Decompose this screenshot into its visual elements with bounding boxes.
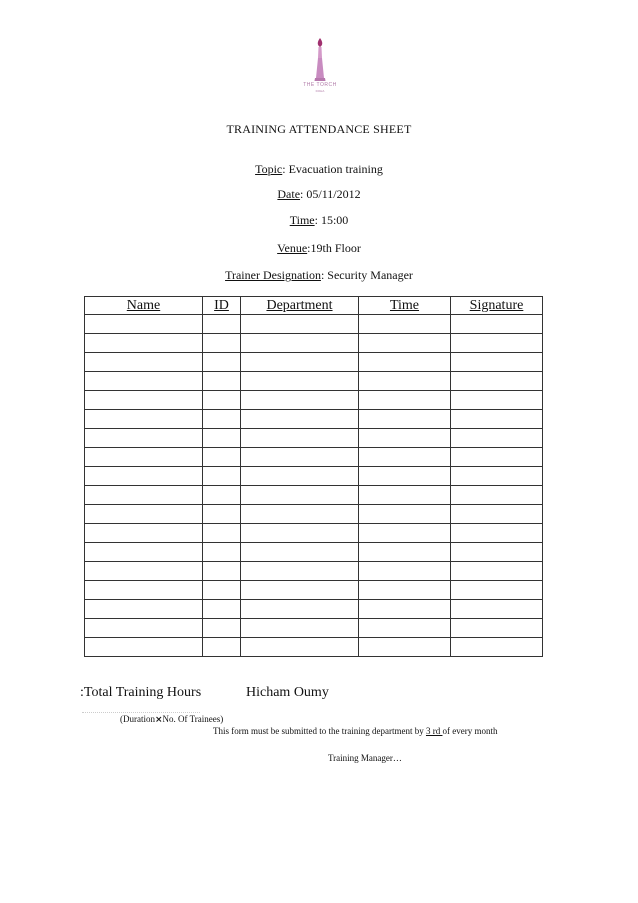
cell-signature[interactable]: [451, 334, 543, 353]
cell-signature[interactable]: [451, 391, 543, 410]
cell-department[interactable]: [241, 524, 359, 543]
table-row: [85, 353, 543, 372]
cell-time[interactable]: [359, 600, 451, 619]
cell-department[interactable]: [241, 334, 359, 353]
cell-time[interactable]: [359, 391, 451, 410]
cell-department[interactable]: [241, 353, 359, 372]
note-deadline: 3 rd: [425, 726, 443, 736]
cell-department[interactable]: [241, 467, 359, 486]
cell-name[interactable]: [85, 638, 203, 657]
cell-name[interactable]: [85, 581, 203, 600]
cell-signature[interactable]: [451, 410, 543, 429]
cell-name[interactable]: [85, 429, 203, 448]
column-header-id: ID: [203, 297, 241, 315]
time-line: [0, 213, 638, 228]
cell-signature[interactable]: [451, 353, 543, 372]
table-row: [85, 334, 543, 353]
cell-department[interactable]: [241, 505, 359, 524]
cell-time[interactable]: [359, 410, 451, 429]
table-row: [85, 372, 543, 391]
cell-signature[interactable]: [451, 543, 543, 562]
cell-name[interactable]: [85, 410, 203, 429]
cell-name[interactable]: [85, 600, 203, 619]
table-row: [85, 505, 543, 524]
table-row: [85, 581, 543, 600]
venue-line: [0, 241, 638, 256]
table-row: [85, 429, 543, 448]
cell-time[interactable]: [359, 581, 451, 600]
note-before: This form must be submitted to the training department by: [213, 726, 426, 736]
duration-rest: No. Of Trainees): [162, 714, 224, 724]
cell-id[interactable]: [203, 638, 241, 657]
table-body: [85, 315, 543, 657]
cell-time[interactable]: [359, 524, 451, 543]
date-value: : 05/11/2012: [300, 187, 361, 201]
cell-name[interactable]: [85, 543, 203, 562]
cell-id[interactable]: [203, 581, 241, 600]
table-header-row: [85, 297, 543, 315]
cell-id[interactable]: [203, 543, 241, 562]
table-row: [85, 467, 543, 486]
total-training-hours-label: :Total Training Hours: [80, 685, 202, 700]
column-header-department: Department: [241, 297, 359, 315]
cell-name[interactable]: [85, 467, 203, 486]
cell-department[interactable]: [241, 410, 359, 429]
cell-name[interactable]: [85, 372, 203, 391]
trainer-value: : Security Manager: [320, 268, 413, 282]
cell-id[interactable]: [203, 315, 241, 334]
page-title: TRAINING ATTENDANCE SHEET: [226, 122, 412, 136]
cell-id[interactable]: [203, 429, 241, 448]
cell-time[interactable]: [359, 429, 451, 448]
cell-department[interactable]: [241, 429, 359, 448]
cell-id[interactable]: [203, 391, 241, 410]
cell-department[interactable]: [241, 448, 359, 467]
cell-id[interactable]: [203, 562, 241, 581]
cell-department[interactable]: [241, 562, 359, 581]
cell-signature[interactable]: [451, 448, 543, 467]
cell-id[interactable]: [203, 372, 241, 391]
column-header-time: Time: [359, 297, 451, 315]
cell-signature[interactable]: [451, 372, 543, 391]
submission-note: [213, 726, 497, 736]
column-header-name: Name: [85, 297, 203, 315]
cell-department[interactable]: [241, 581, 359, 600]
cell-signature[interactable]: [451, 562, 543, 581]
cell-signature[interactable]: [451, 524, 543, 543]
table-row: [85, 619, 543, 638]
total-training-hours-value: Hicham Oumy: [246, 685, 329, 700]
cell-name[interactable]: [85, 505, 203, 524]
cell-id[interactable]: [203, 410, 241, 429]
cell-signature[interactable]: [451, 486, 543, 505]
cell-time[interactable]: [359, 505, 451, 524]
cell-id[interactable]: [203, 467, 241, 486]
time-label: Time: [289, 213, 315, 227]
table-row: [85, 410, 543, 429]
cell-signature[interactable]: [451, 467, 543, 486]
cell-signature[interactable]: [451, 619, 543, 638]
cell-signature[interactable]: [451, 315, 543, 334]
cell-department[interactable]: [241, 372, 359, 391]
duration-open: (Duration: [120, 714, 155, 724]
multiply-icon: ×: [155, 715, 163, 725]
cell-time[interactable]: [359, 562, 451, 581]
table-row: [85, 638, 543, 657]
table-row: [85, 448, 543, 467]
table-row: [85, 600, 543, 619]
topic-line: [0, 162, 638, 177]
time-value: : 15:00: [314, 213, 349, 227]
logo-text: THE TORCH: [303, 82, 337, 88]
cell-name[interactable]: [85, 448, 203, 467]
cell-signature[interactable]: [451, 581, 543, 600]
topic-value: : Evacuation training: [282, 162, 383, 176]
date-label: Date: [277, 187, 301, 201]
cell-id[interactable]: [203, 353, 241, 372]
column-header-signature: Signature: [451, 297, 543, 315]
cell-id[interactable]: [203, 524, 241, 543]
cell-department[interactable]: [241, 619, 359, 638]
cell-name[interactable]: [85, 353, 203, 372]
venue-label: Venue: [277, 241, 308, 255]
cell-time[interactable]: [359, 315, 451, 334]
torch-logo: [300, 36, 340, 106]
cell-time[interactable]: [359, 486, 451, 505]
table-row: [85, 524, 543, 543]
dotted-divider: [82, 712, 200, 713]
cell-time[interactable]: [359, 619, 451, 638]
cell-time[interactable]: [359, 543, 451, 562]
cell-signature[interactable]: [451, 638, 543, 657]
table-row: [85, 391, 543, 410]
cell-id[interactable]: [203, 619, 241, 638]
duration-formula: [120, 714, 223, 725]
cell-department[interactable]: [241, 486, 359, 505]
cell-id[interactable]: [203, 486, 241, 505]
cell-department[interactable]: [241, 638, 359, 657]
logo-subtext: DOHA: [315, 89, 325, 93]
cell-signature[interactable]: [451, 429, 543, 448]
table-row: [85, 315, 543, 334]
cell-id[interactable]: [203, 600, 241, 619]
cell-department[interactable]: [241, 543, 359, 562]
cell-name[interactable]: [85, 315, 203, 334]
table-row: [85, 562, 543, 581]
cell-id[interactable]: [203, 334, 241, 353]
cell-name[interactable]: [85, 391, 203, 410]
cell-signature[interactable]: [451, 600, 543, 619]
cell-name[interactable]: [85, 334, 203, 353]
cell-name[interactable]: [85, 486, 203, 505]
cell-time[interactable]: [359, 353, 451, 372]
cell-department[interactable]: [241, 600, 359, 619]
cell-name[interactable]: [85, 619, 203, 638]
cell-department[interactable]: [241, 391, 359, 410]
attendance-table: [84, 296, 543, 657]
cell-department[interactable]: [241, 315, 359, 334]
cell-name[interactable]: [85, 562, 203, 581]
cell-time[interactable]: [359, 448, 451, 467]
training-manager-signoff: Training Manager…: [328, 753, 402, 763]
cell-time[interactable]: [359, 467, 451, 486]
cell-time[interactable]: [359, 638, 451, 657]
cell-id[interactable]: [203, 505, 241, 524]
cell-id[interactable]: [203, 448, 241, 467]
trainer-label: Trainer Designation: [225, 268, 321, 282]
cell-name[interactable]: [85, 524, 203, 543]
topic-label: Topic: [255, 162, 283, 176]
note-after: of every month: [442, 726, 498, 736]
cell-time[interactable]: [359, 334, 451, 353]
date-line: [0, 187, 638, 202]
trainer-line: [0, 268, 638, 283]
table-row: [85, 543, 543, 562]
cell-time[interactable]: [359, 372, 451, 391]
table-row: [85, 486, 543, 505]
venue-value: :19th Floor: [307, 241, 361, 255]
cell-signature[interactable]: [451, 505, 543, 524]
